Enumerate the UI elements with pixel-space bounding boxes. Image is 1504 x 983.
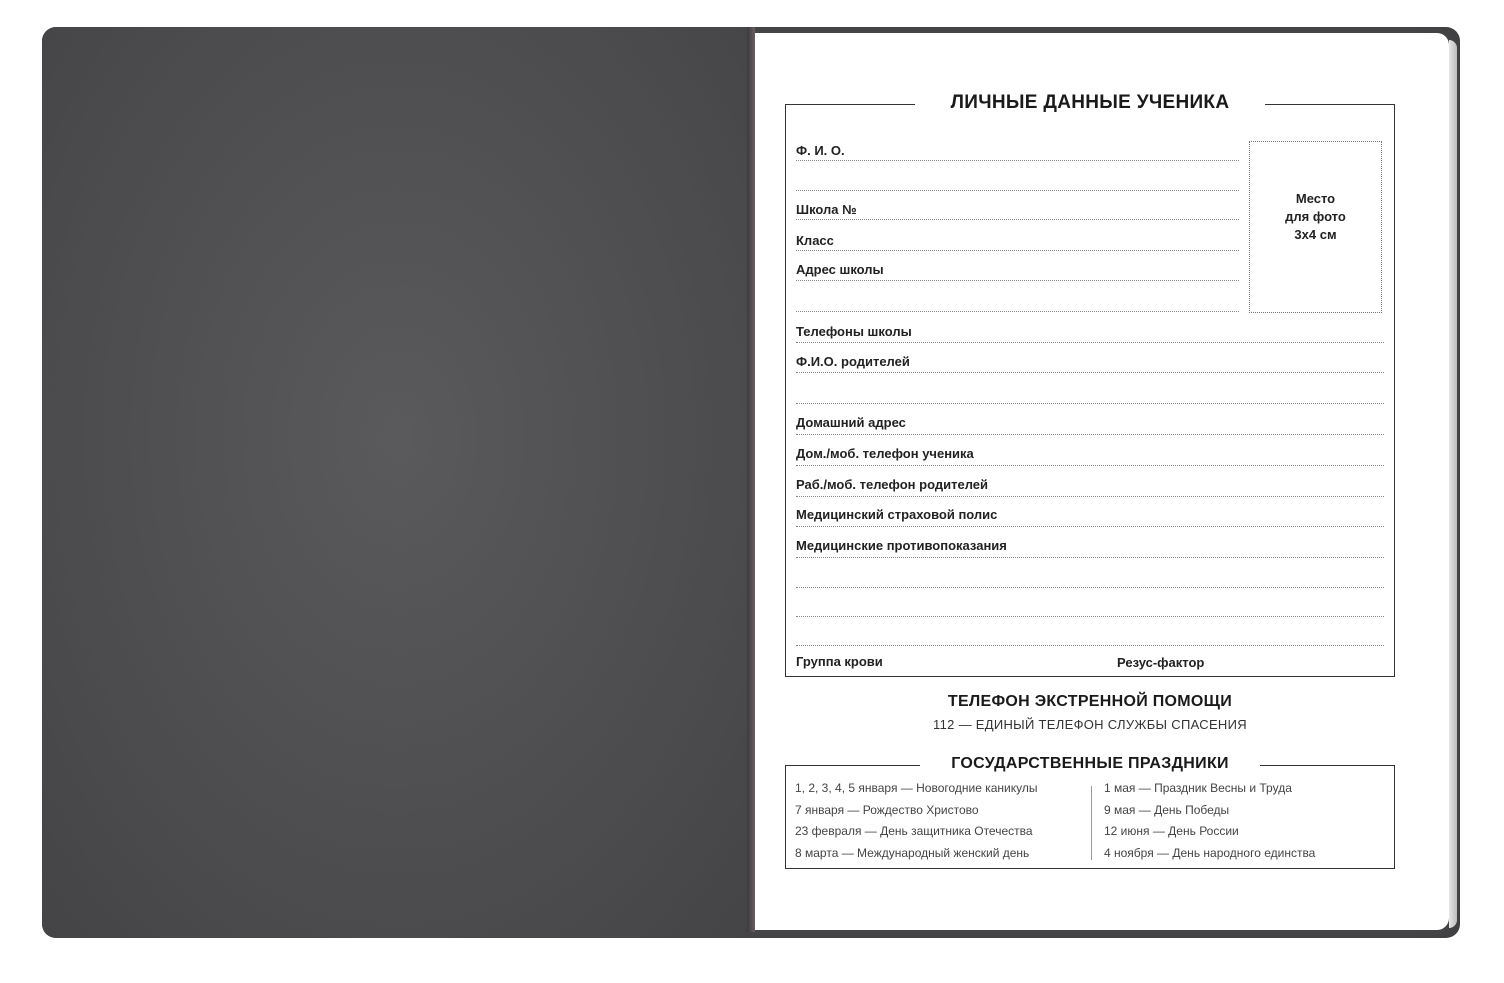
photo-text-1: Место — [1295, 191, 1336, 206]
fio-label: Ф. И. О. — [796, 143, 845, 158]
home-address-line[interactable] — [796, 434, 1384, 435]
school-label: Школа № — [796, 202, 857, 217]
holiday-item: 1, 2, 3, 4, 5 января — Новогодние каникулы — [795, 781, 1038, 795]
holidays-divider — [1091, 786, 1092, 860]
insurance-line[interactable] — [796, 526, 1384, 527]
contraindications-line-2[interactable] — [796, 587, 1384, 588]
holidays-title: ГОСУДАРСТВЕННЫЕ ПРАЗДНИКИ — [920, 752, 1260, 776]
page-edge — [1449, 40, 1457, 928]
parent-phone-line[interactable] — [796, 496, 1384, 497]
holiday-item: 9 мая — День Победы — [1104, 802, 1230, 817]
school-address-label: Адрес школы — [796, 262, 884, 277]
photo-text-3: 3х4 см — [1294, 227, 1337, 242]
fio-line[interactable] — [796, 160, 1239, 161]
rhesus-label: Резус-фактор — [1117, 655, 1205, 670]
student-phone-label: Дом./моб. телефон ученика — [796, 446, 974, 461]
spine-edge — [747, 27, 755, 932]
holiday-item: 4 ноября — День народного единства — [1104, 845, 1316, 860]
parents-line-2[interactable] — [796, 403, 1384, 404]
contraindications-line-3[interactable] — [796, 616, 1384, 617]
insurance-label: Медицинский страховой полис — [796, 507, 998, 522]
class-label: Класс — [796, 233, 834, 248]
school-phones-line[interactable] — [796, 342, 1384, 343]
blood-group-label: Группа крови — [796, 654, 883, 669]
form-title: ЛИЧНЫЕ ДАННЫЕ УЧЕНИКА — [915, 90, 1265, 116]
parents-label: Ф.И.О. родителей — [796, 354, 910, 369]
holiday-item: 23 февраля — День защитника Отечества — [795, 824, 1033, 838]
parents-line[interactable] — [796, 372, 1384, 373]
emergency-subtitle: 112 — ЕДИНЫЙ ТЕЛЕФОН СЛУЖБЫ СПАСЕНИЯ — [933, 717, 1247, 732]
holiday-item: 7 января — Рождество Христово — [795, 802, 979, 817]
inner-cover-left — [42, 27, 754, 938]
contraindications-line-4[interactable] — [796, 645, 1384, 646]
student-phone-line[interactable] — [796, 465, 1384, 466]
school-address-line-2[interactable] — [796, 311, 1239, 312]
class-line[interactable] — [796, 250, 1239, 251]
emergency-title: ТЕЛЕФОН ЭКСТРЕННОЙ ПОМОЩИ — [947, 693, 1233, 710]
holiday-item: 12 июня — День России — [1104, 824, 1239, 838]
fio-line-2[interactable] — [796, 190, 1239, 191]
holiday-item: 1 мая — Праздник Весны и Труда — [1104, 781, 1292, 795]
home-address-label: Домашний адрес — [796, 415, 906, 430]
parent-phone-label: Раб./моб. телефон родителей — [796, 477, 989, 492]
holidays-right-column — [1104, 778, 1315, 864]
holiday-item: 8 марта — Международный женский день — [795, 845, 1030, 860]
school-address-line[interactable] — [796, 280, 1239, 281]
contraindications-label: Медицинские противопоказания — [796, 538, 1007, 553]
holidays-left-column — [795, 778, 1038, 864]
school-phones-label: Телефоны школы — [796, 324, 912, 339]
contraindications-line[interactable] — [796, 557, 1384, 558]
photo-text-2: для фото — [1285, 209, 1346, 224]
photo-placeholder — [1249, 141, 1382, 313]
school-line[interactable] — [796, 219, 1239, 220]
